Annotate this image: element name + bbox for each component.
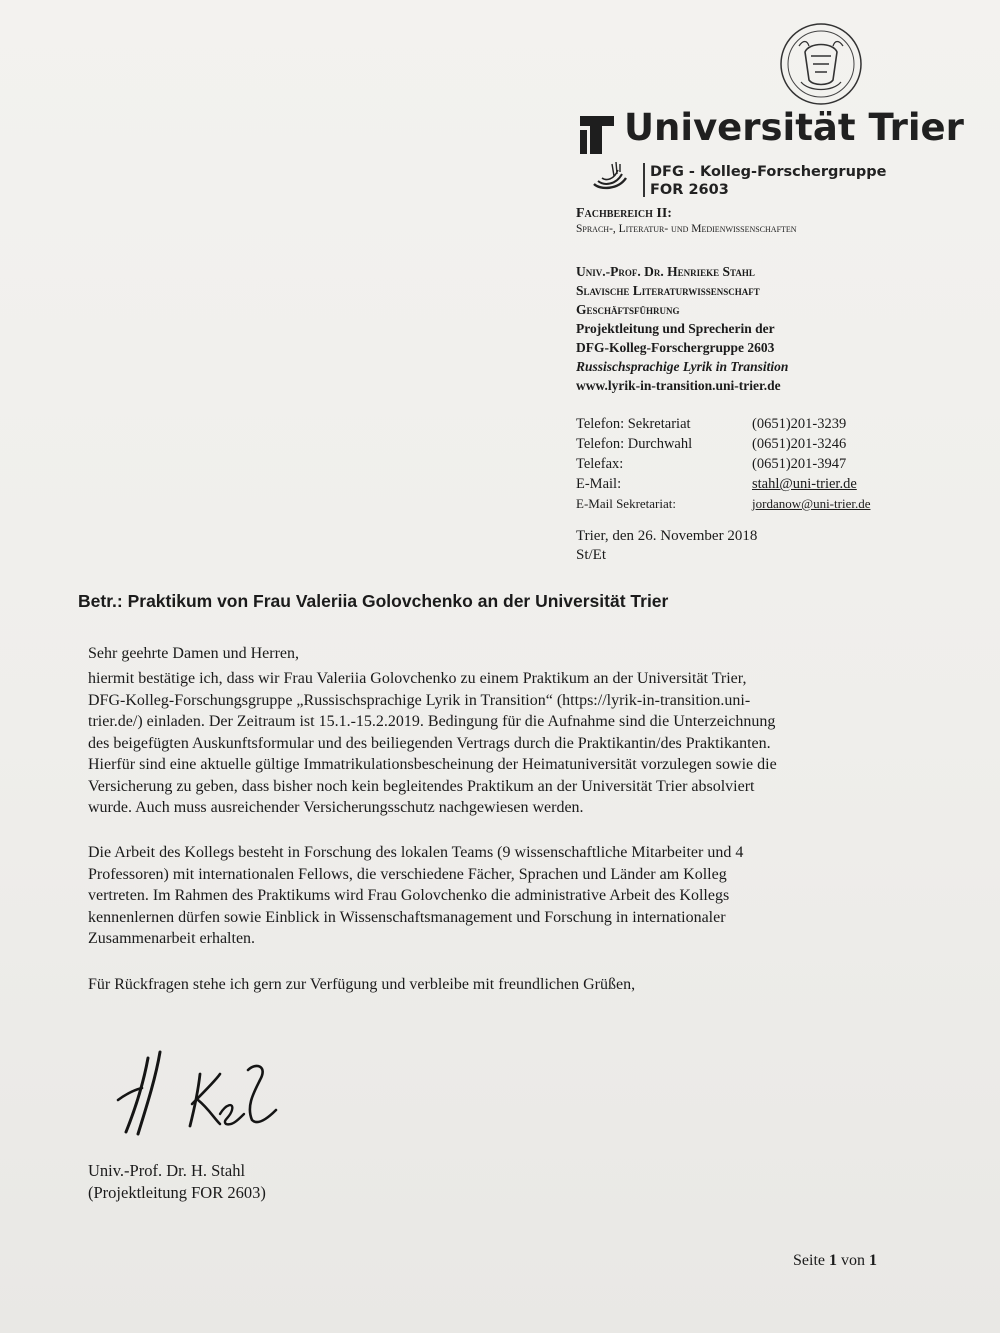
department-title: Fachbereich II: xyxy=(576,206,672,221)
dfg-divider xyxy=(643,163,645,197)
body-line: wurde. Auch muss ausreichender Versicherungsschutz nachgewiesen werden. xyxy=(88,799,584,816)
department-subtitle: Sprach-, Literatur- und Medienwissenschaften xyxy=(576,223,797,235)
project-title: Russischsprachige Lyrik in Transition xyxy=(576,359,789,374)
university-seal-icon xyxy=(779,22,863,106)
body-line: Die Arbeit des Kollegs besteht in Forschung des lokalen Teams (9 wissenschaftliche Mitarbeiter und 4 xyxy=(88,844,744,861)
body-line: kennenlernen dürfen sowie Einblick in Wissenschaftsmanagement und Forschung in internationaler xyxy=(88,908,726,926)
signer-role: (Projektleitung FOR 2603) xyxy=(88,1183,266,1202)
contact-row xyxy=(576,454,870,474)
contact-row xyxy=(576,494,870,514)
email-link[interactable]: stahl@uni-trier.de xyxy=(752,476,857,492)
salutation: Sehr geehrte Damen und Herren, xyxy=(88,645,300,662)
reference-code: St/Et xyxy=(576,547,607,563)
dfg-logo-icon xyxy=(590,160,630,196)
contact-block xyxy=(576,414,870,514)
closing-paragraph xyxy=(88,974,928,996)
signer-name: Univ.-Prof. Dr. H. Stahl xyxy=(88,1161,246,1180)
body-line: vertreten. Im Rahmen des Praktikums wird Frau Golovchenko die administrative Arbeit des Kollegs xyxy=(88,887,730,904)
page-label: Seite xyxy=(793,1252,829,1269)
body-line: Hierfür sind eine aktuelle gültige Immatrikulationsbescheinung der Heimatuniversität vorzulegen sowie die xyxy=(88,756,777,773)
body-paragraph-1 xyxy=(88,668,928,819)
of-label: von xyxy=(837,1252,869,1269)
role-name: Geschäftsführung xyxy=(576,302,680,317)
university-logo xyxy=(580,106,964,156)
university-mark-icon xyxy=(580,114,616,154)
contact-value: (0651)201-3239 xyxy=(752,416,847,432)
date-line: Trier, den 26. November 2018 xyxy=(576,528,758,544)
signer-block xyxy=(88,1160,266,1204)
dfg-group-name xyxy=(650,163,886,199)
current-page: 1 xyxy=(829,1252,837,1269)
handwritten-signature xyxy=(108,1040,308,1140)
contact-label: Telefax: xyxy=(576,456,624,472)
chair-name: Slavische Literaturwissenschaft xyxy=(576,283,760,298)
body-line: Versicherung zu geben, dass bisher noch kein begleitendes Praktikum an der Universität Trier absolviert xyxy=(88,777,755,795)
contact-row xyxy=(576,474,870,494)
body-line: DFG-Kolleg-Forschungsgruppe „Russischsprachige Lyrik in Transition“ (https://lyrik-in-transition.uni- xyxy=(88,691,751,709)
university-name: Universität Trier xyxy=(624,106,964,149)
project-line-1: Projektleitung und Sprecherin der xyxy=(576,321,775,336)
contact-label: Telefon: Durchwahl xyxy=(576,436,693,452)
professor-name: Univ.-Prof. Dr. Henrieke Stahl xyxy=(576,264,755,279)
body-line: Zusammenarbeit erhalten. xyxy=(88,930,256,947)
secretary-email-link[interactable]: jordanow@uni-trier.de xyxy=(752,496,871,511)
contact-label: E-Mail: xyxy=(576,476,622,492)
total-pages: 1 xyxy=(869,1252,877,1269)
project-website[interactable]: www.lyrik-in-transition.uni-trier.de xyxy=(576,378,781,393)
body-line: des beigefügten Auskunftsformular und des beiliegenden Vertrags durch die Praktikantin/des Praktikanten. xyxy=(88,734,771,752)
body-line: trier.de/) einladen. Der Zeitraum ist 15.1.-15.2.2019. Bedingung für die Aufnahme sind die Unterzeichnung xyxy=(88,713,776,730)
contact-label: E-Mail Sekretariat: xyxy=(576,496,676,511)
page-number xyxy=(793,1252,877,1270)
body-line: Professoren) mit internationalen Fellows, die verschiedene Fächer, Sprachen und Länder am Kolleg xyxy=(88,865,727,883)
dfg-line-1: DFG - Kolleg-Forschergruppe xyxy=(650,164,887,180)
body-line: hiermit bestätige ich, dass wir Frau Valeriia Golovchenko zu einem Praktikum an der Universität Trier, xyxy=(88,670,747,687)
project-line-2: DFG-Kolleg-Forschergruppe 2603 xyxy=(576,340,775,355)
sender-block xyxy=(576,262,788,395)
contact-label: Telefon: Sekretariat xyxy=(576,416,691,432)
contact-value: (0651)201-3246 xyxy=(752,436,847,452)
subject-line: Betr.: Praktikum von Frau Valeriia Golovchenko an der Universität Trier xyxy=(78,591,669,611)
contact-row xyxy=(576,434,870,454)
dfg-line-2: FOR 2603 xyxy=(650,182,729,198)
contact-row xyxy=(576,414,870,434)
date-block xyxy=(576,527,757,565)
contact-value: (0651)201-3947 xyxy=(752,456,847,472)
body-paragraph-2 xyxy=(88,842,928,950)
body-line: Für Rückfragen stehe ich gern zur Verfügung und verbleibe mit freundlichen Grüßen, xyxy=(88,976,636,993)
